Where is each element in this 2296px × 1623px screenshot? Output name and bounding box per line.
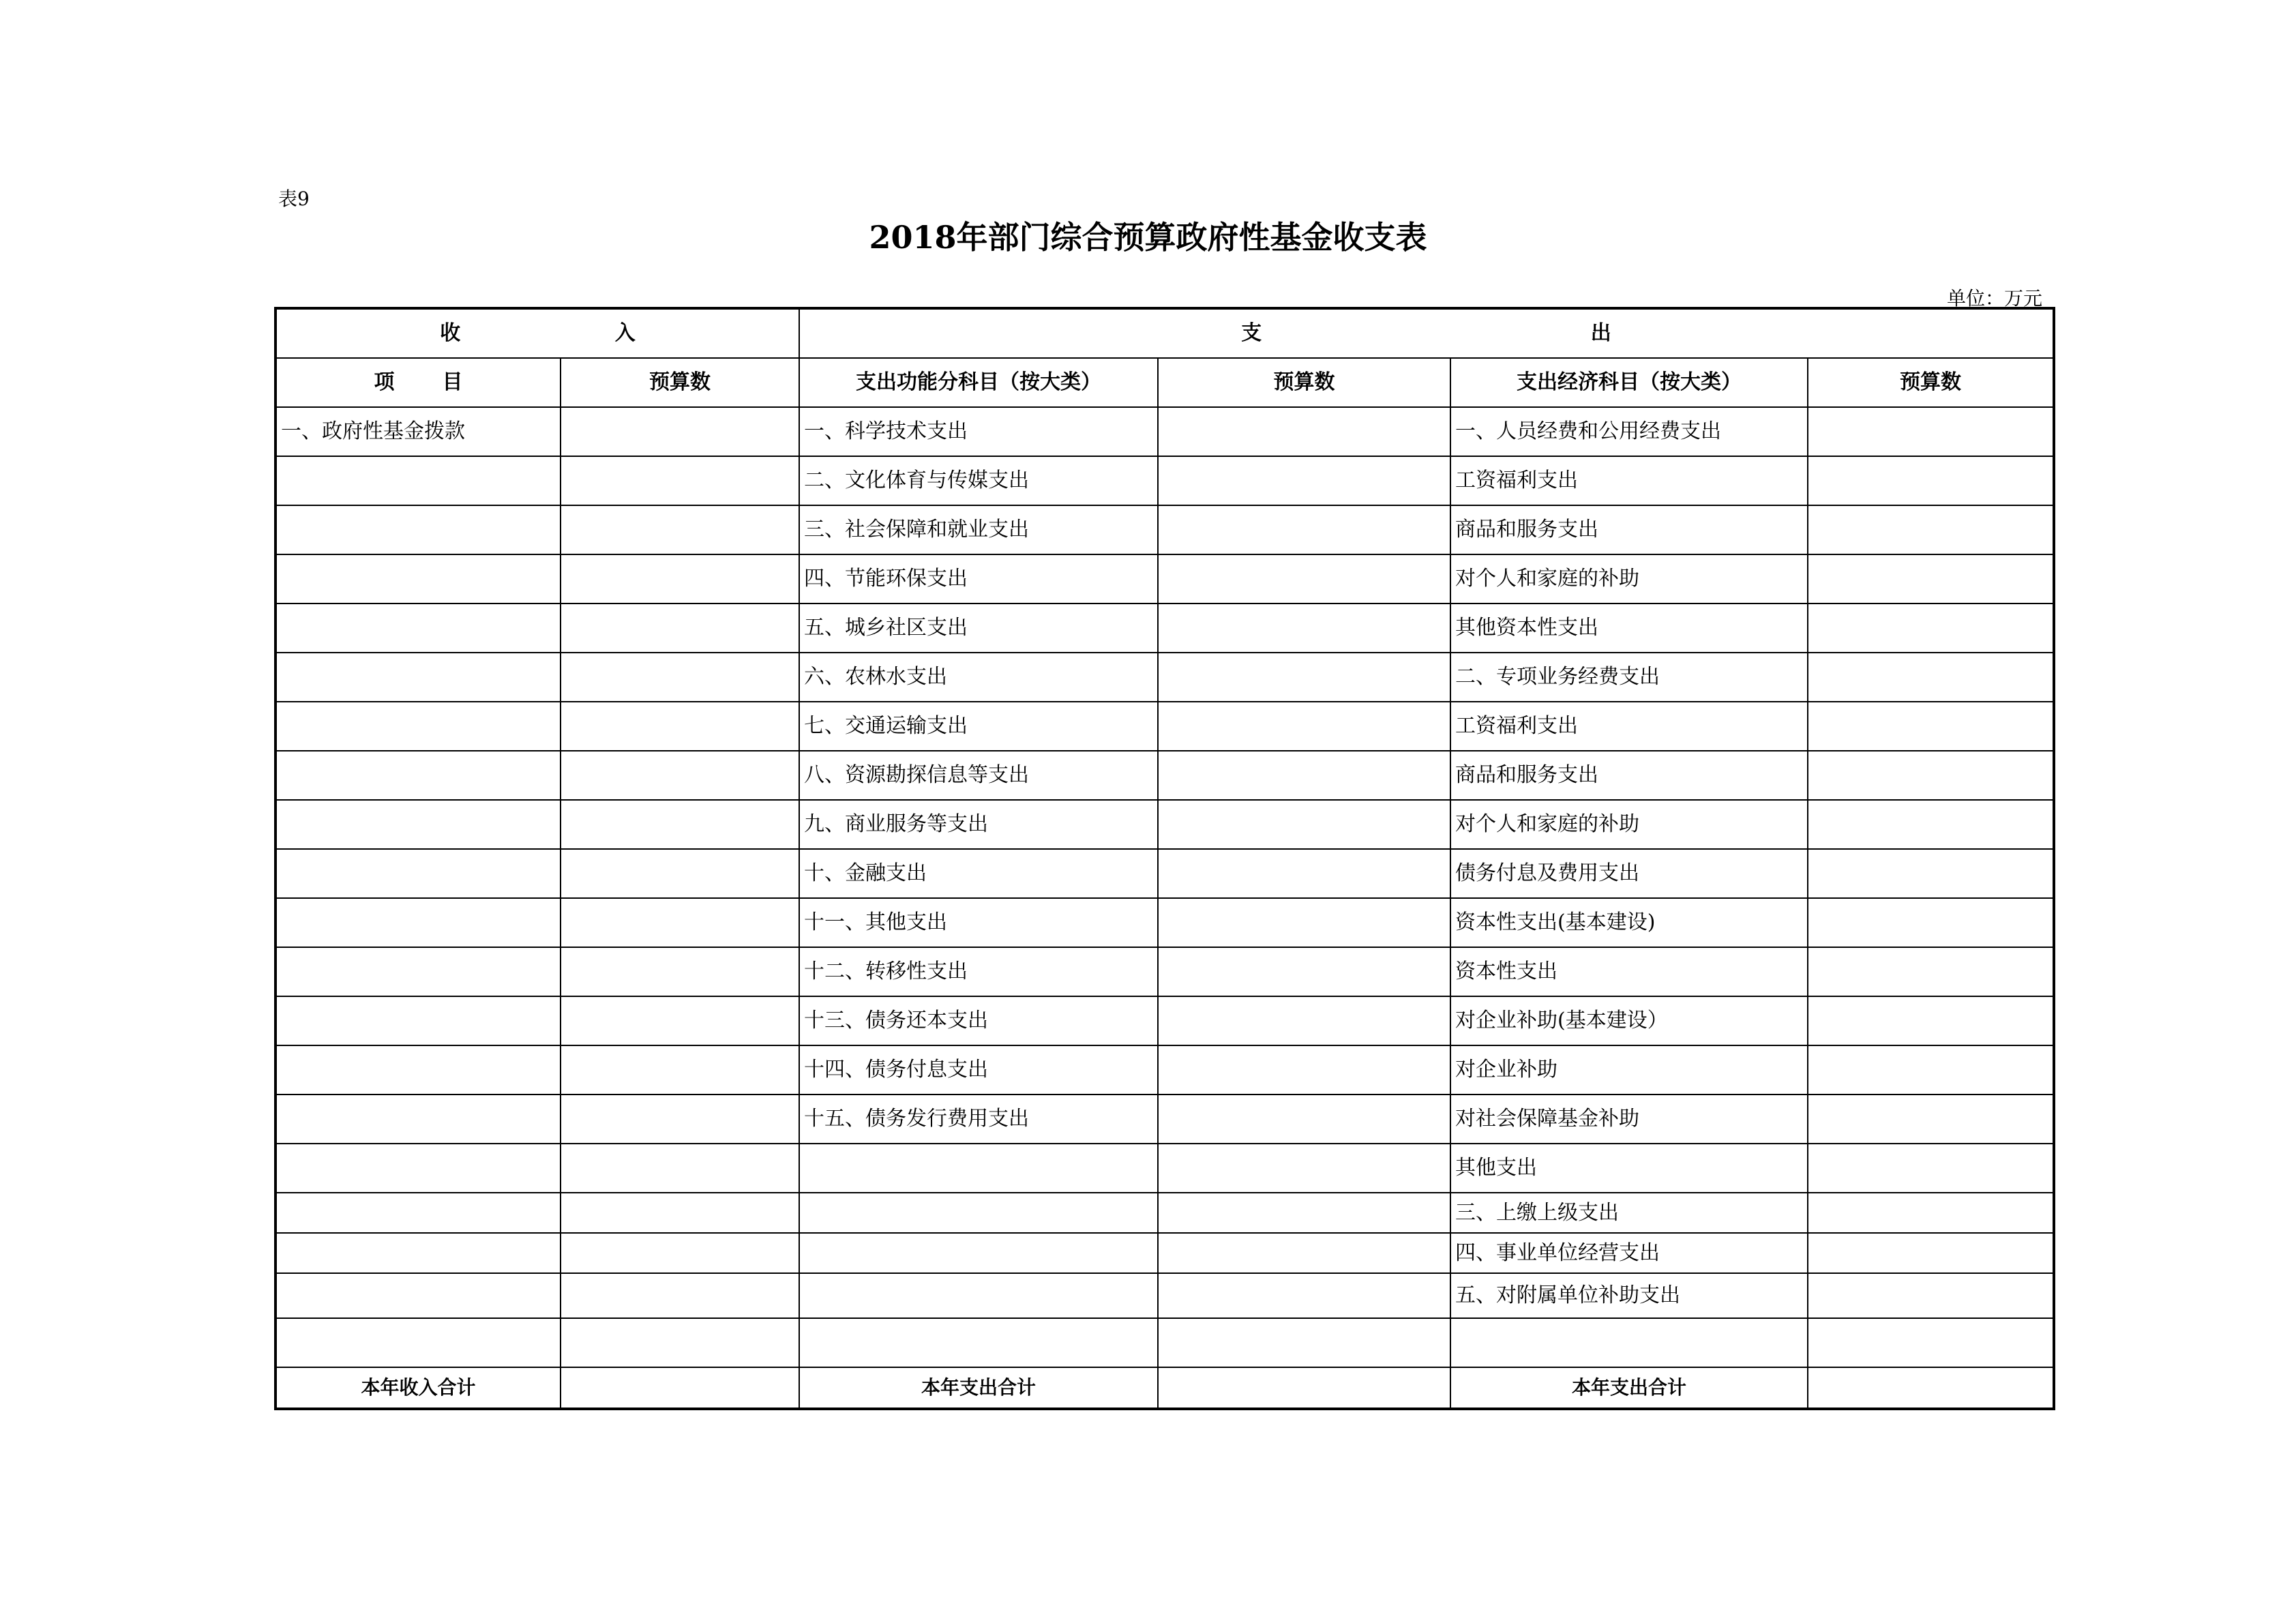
income-section-char: 入	[614, 321, 636, 345]
func-budget-cell	[1158, 554, 1450, 604]
econ-item-cell: 资本性支出(基本建设)	[1450, 898, 1808, 947]
table-row	[275, 996, 2054, 1045]
econ-item-cell: 对社会保障基金补助	[1450, 1095, 1808, 1144]
col-header-income-budget: 预算数	[561, 358, 799, 407]
table-row	[275, 1045, 2054, 1095]
income-item-cell	[275, 1144, 561, 1193]
income-budget-cell	[561, 604, 799, 653]
income-item-cell	[275, 1273, 561, 1318]
income-total-label: 本年收入合计	[275, 1367, 561, 1409]
econ-total-value	[1808, 1367, 2054, 1409]
income-budget-cell	[561, 554, 799, 604]
expenditure-section-char: 支	[1241, 321, 1262, 345]
econ-budget-cell	[1808, 1144, 2054, 1193]
func-budget-cell	[1158, 702, 1450, 751]
func-budget-cell	[1158, 1233, 1450, 1273]
econ-item-cell: 对个人和家庭的补助	[1450, 554, 1808, 604]
expenditure-section-header	[799, 308, 2054, 358]
col-header-econ-budget: 预算数	[1808, 358, 2054, 407]
income-budget-cell	[561, 751, 799, 800]
func-item-cell: 十、金融支出	[799, 849, 1158, 898]
func-budget-cell	[1158, 1273, 1450, 1318]
income-budget-cell	[561, 1144, 799, 1193]
econ-budget-cell	[1808, 800, 2054, 849]
func-budget-cell	[1158, 604, 1450, 653]
func-item-cell: 五、城乡社区支出	[799, 604, 1158, 653]
income-item-cell: 一、政府性基金拨款	[275, 407, 561, 456]
income-item-cell	[275, 800, 561, 849]
econ-item-cell: 其他资本性支出	[1450, 604, 1808, 653]
econ-budget-cell	[1808, 1233, 2054, 1273]
econ-budget-cell	[1808, 505, 2054, 554]
income-section-header	[275, 308, 799, 358]
income-budget-cell	[561, 702, 799, 751]
econ-budget-cell	[1808, 1193, 2054, 1233]
income-budget-cell	[561, 1233, 799, 1273]
econ-budget-cell	[1808, 554, 2054, 604]
income-item-cell	[275, 554, 561, 604]
income-item-cell	[275, 1233, 561, 1273]
table-row	[275, 604, 2054, 653]
func-item-cell: 二、文化体育与传媒支出	[799, 456, 1158, 505]
col-header-char: 目	[442, 370, 463, 394]
func-budget-cell	[1158, 849, 1450, 898]
func-item-cell: 六、农林水支出	[799, 653, 1158, 702]
income-item-cell	[275, 653, 561, 702]
func-budget-cell	[1158, 505, 1450, 554]
income-item-cell	[275, 947, 561, 996]
econ-item-cell: 二、专项业务经费支出	[1450, 653, 1808, 702]
income-budget-cell	[561, 407, 799, 456]
func-budget-cell	[1158, 1318, 1450, 1367]
func-budget-cell	[1158, 407, 1450, 456]
func-item-cell: 十三、债务还本支出	[799, 996, 1158, 1045]
econ-budget-cell	[1808, 702, 2054, 751]
func-item-cell: 九、商业服务等支出	[799, 800, 1158, 849]
unit-label: 单位：万元	[1946, 287, 2042, 310]
income-budget-cell	[561, 849, 799, 898]
income-budget-cell	[561, 947, 799, 996]
table-row	[275, 849, 2054, 898]
func-item-cell: 十二、转移性支出	[799, 947, 1158, 996]
income-budget-cell	[561, 1095, 799, 1144]
func-item-cell	[799, 1193, 1158, 1233]
econ-budget-cell	[1808, 1045, 2054, 1095]
table-row	[275, 1095, 2054, 1144]
table-row	[275, 751, 2054, 800]
econ-item-cell: 商品和服务支出	[1450, 505, 1808, 554]
income-budget-cell	[561, 505, 799, 554]
table-row	[275, 898, 2054, 947]
income-budget-cell	[561, 1193, 799, 1233]
econ-budget-cell	[1808, 1318, 2054, 1367]
func-total-value	[1158, 1367, 1450, 1409]
func-item-cell	[799, 1318, 1158, 1367]
econ-item-cell: 四、事业单位经营支出	[1450, 1233, 1808, 1273]
func-item-cell: 十一、其他支出	[799, 898, 1158, 947]
func-item-cell: 十五、债务发行费用支出	[799, 1095, 1158, 1144]
col-header-func-budget: 预算数	[1158, 358, 1450, 407]
econ-budget-cell	[1808, 1273, 2054, 1318]
econ-item-cell: 一、人员经费和公用经费支出	[1450, 407, 1808, 456]
econ-budget-cell	[1808, 898, 2054, 947]
econ-budget-cell	[1808, 996, 2054, 1045]
func-item-cell: 一、科学技术支出	[799, 407, 1158, 456]
func-budget-cell	[1158, 1193, 1450, 1233]
income-item-cell	[275, 849, 561, 898]
table-number: 表9	[278, 188, 310, 210]
table-row	[275, 1318, 2054, 1367]
func-item-cell	[799, 1233, 1158, 1273]
col-header-income-item	[275, 358, 561, 407]
income-budget-cell	[561, 898, 799, 947]
income-item-cell	[275, 1193, 561, 1233]
col-header-char: 项	[374, 370, 395, 394]
income-budget-cell	[561, 456, 799, 505]
func-item-cell: 十四、债务付息支出	[799, 1045, 1158, 1095]
econ-budget-cell	[1808, 407, 2054, 456]
func-item-cell: 八、资源勘探信息等支出	[799, 751, 1158, 800]
income-item-cell	[275, 604, 561, 653]
income-item-cell	[275, 505, 561, 554]
func-item-cell	[799, 1144, 1158, 1193]
econ-budget-cell	[1808, 849, 2054, 898]
econ-item-cell: 对个人和家庭的补助	[1450, 800, 1808, 849]
econ-item-cell: 五、对附属单位补助支出	[1450, 1273, 1808, 1318]
func-budget-cell	[1158, 1144, 1450, 1193]
func-item-cell	[799, 1273, 1158, 1318]
page-title: 2018年部门综合预算政府性基金收支表	[869, 219, 1427, 256]
func-budget-cell	[1158, 947, 1450, 996]
total-row	[275, 1367, 2054, 1409]
section-header-row	[275, 308, 2054, 358]
econ-budget-cell	[1808, 456, 2054, 505]
table-row	[275, 1144, 2054, 1193]
func-budget-cell	[1158, 1095, 1450, 1144]
econ-item-cell: 商品和服务支出	[1450, 751, 1808, 800]
func-item-cell: 四、节能环保支出	[799, 554, 1158, 604]
table-row	[275, 456, 2054, 505]
income-item-cell	[275, 1318, 561, 1367]
table-row	[275, 554, 2054, 604]
income-budget-cell	[561, 996, 799, 1045]
expenditure-section-char: 出	[1590, 321, 1611, 345]
table-row	[275, 505, 2054, 554]
econ-item-cell: 对企业补助	[1450, 1045, 1808, 1095]
income-item-cell	[275, 1095, 561, 1144]
income-budget-cell	[561, 653, 799, 702]
func-total-label: 本年支出合计	[799, 1367, 1158, 1409]
income-item-cell	[275, 996, 561, 1045]
income-section-char: 收	[440, 321, 461, 345]
table-row	[275, 1273, 2054, 1318]
func-budget-cell	[1158, 653, 1450, 702]
econ-item-cell: 三、上缴上级支出	[1450, 1193, 1808, 1233]
func-item-cell: 七、交通运输支出	[799, 702, 1158, 751]
table-row	[275, 800, 2054, 849]
table-row	[275, 1233, 2054, 1273]
table-row	[275, 1193, 2054, 1233]
col-header-econ-category: 支出经济科目（按大类）	[1450, 358, 1808, 407]
econ-item-cell: 其他支出	[1450, 1144, 1808, 1193]
econ-item-cell: 债务付息及费用支出	[1450, 849, 1808, 898]
func-item-cell: 三、社会保障和就业支出	[799, 505, 1158, 554]
table-row	[275, 407, 2054, 456]
func-budget-cell	[1158, 898, 1450, 947]
col-header-func-category: 支出功能分科目（按大类）	[799, 358, 1158, 407]
budget-table	[274, 307, 2055, 1410]
econ-item-cell: 资本性支出	[1450, 947, 1808, 996]
func-budget-cell	[1158, 456, 1450, 505]
econ-budget-cell	[1808, 1095, 2054, 1144]
income-item-cell	[275, 751, 561, 800]
econ-budget-cell	[1808, 751, 2054, 800]
func-budget-cell	[1158, 800, 1450, 849]
column-header-row	[275, 358, 2054, 407]
income-budget-cell	[561, 1273, 799, 1318]
income-budget-cell	[561, 1045, 799, 1095]
table-row	[275, 702, 2054, 751]
econ-item-cell	[1450, 1318, 1808, 1367]
income-item-cell	[275, 456, 561, 505]
income-item-cell	[275, 702, 561, 751]
income-budget-cell	[561, 800, 799, 849]
econ-item-cell: 工资福利支出	[1450, 702, 1808, 751]
econ-item-cell: 工资福利支出	[1450, 456, 1808, 505]
econ-budget-cell	[1808, 604, 2054, 653]
table-row	[275, 653, 2054, 702]
econ-total-label: 本年支出合计	[1450, 1367, 1808, 1409]
income-budget-cell	[561, 1318, 799, 1367]
econ-item-cell: 对企业补助(基本建设）	[1450, 996, 1808, 1045]
income-item-cell	[275, 1045, 561, 1095]
func-budget-cell	[1158, 751, 1450, 800]
econ-budget-cell	[1808, 653, 2054, 702]
func-budget-cell	[1158, 996, 1450, 1045]
income-total-value	[561, 1367, 799, 1409]
income-item-cell	[275, 898, 561, 947]
table-row	[275, 947, 2054, 996]
func-budget-cell	[1158, 1045, 1450, 1095]
econ-budget-cell	[1808, 947, 2054, 996]
